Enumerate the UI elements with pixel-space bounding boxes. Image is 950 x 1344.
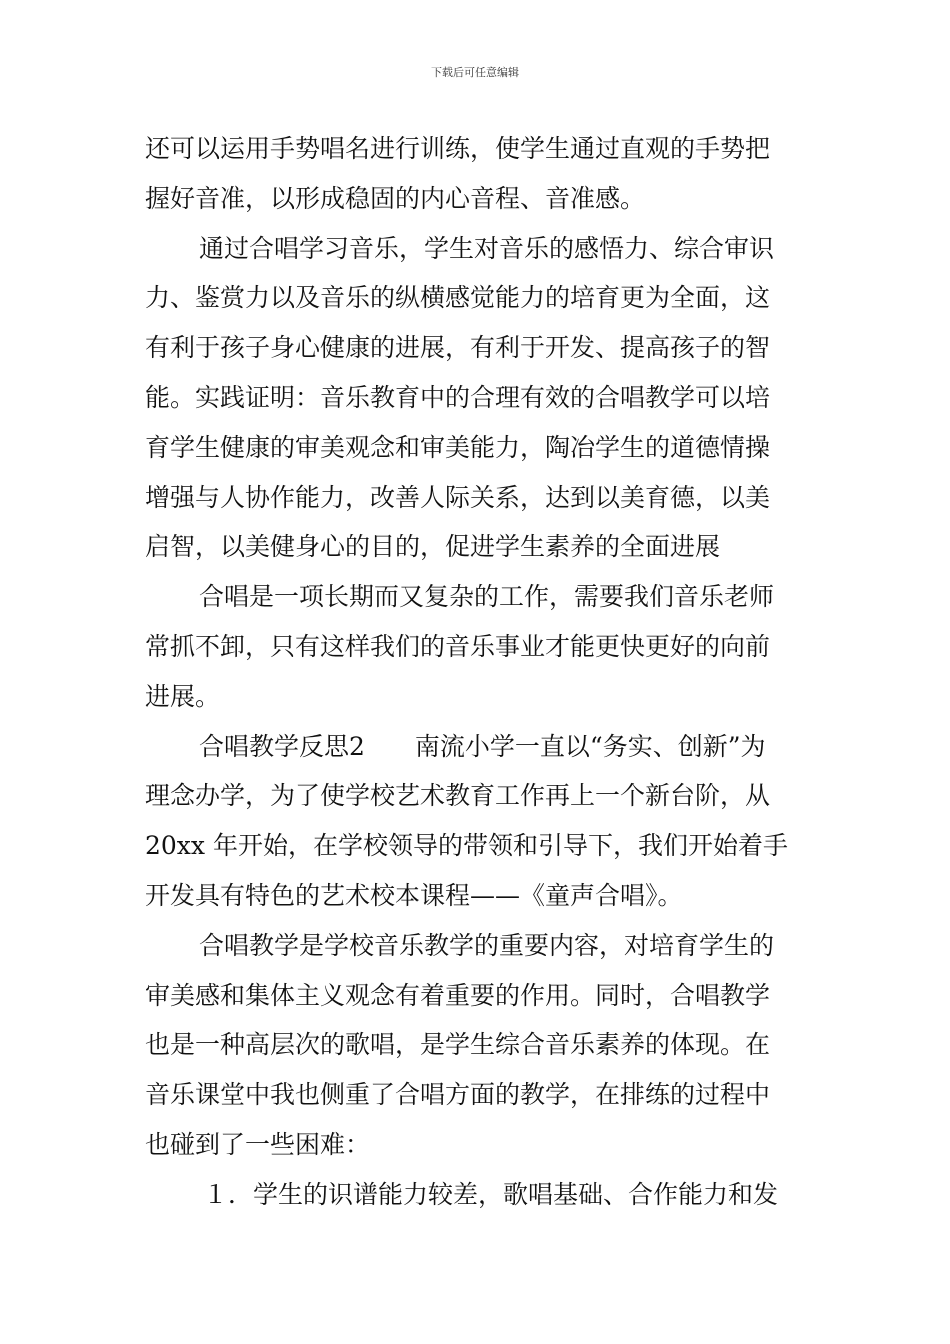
text-line: 握好音准，以形成稳固的内心音程、音准感。 — [145, 183, 646, 213]
paragraph-start-line: 合唱是一项长期而又复杂的工作，需要我们音乐老师 — [199, 582, 775, 612]
paragraph-start-line: 合唱教学是学校音乐教学的重要内容，对培育学生的 — [199, 930, 775, 960]
section-heading-line: 合唱教学反思2 南流小学一直以“务实、创新”为 — [199, 731, 766, 761]
text-line: 进展。 — [145, 681, 221, 711]
page-header: 下载后可任意编辑 — [431, 66, 519, 79]
paragraph-start-line: 通过合唱学习音乐，学生对音乐的感悟力、综合审识 — [199, 233, 775, 263]
text-line: 启智，以美健身心的目的，促进学生素养的全面进展 — [145, 532, 721, 562]
text-line: 理念办学，为了使学校艺术教育工作再上一个新台阶，从 — [145, 781, 771, 811]
list-item-line: １．学生的识谱能力较差，歌唱基础、合作能力和发 — [203, 1179, 779, 1209]
text-line: 开发具有特色的艺术校本课程——《童声合唱》。 — [145, 880, 683, 910]
text-line: 常抓不卸，只有这样我们的音乐事业才能更快更好的向前 — [145, 631, 771, 661]
text-line: 还可以运用手势唱名进行训练，使学生通过直观的手势把 — [145, 134, 771, 163]
text-line: 音乐课堂中我也侧重了合唱方面的教学，在排练的过程中 — [145, 1080, 771, 1110]
text-line: 20xx 年开始，在学校领导的带领和引导下，我们开始着手 — [145, 831, 788, 861]
document-body — [145, 124, 811, 1220]
text-line: 有利于孩子身心健康的进展，有利于开发、提高孩子的智 — [145, 333, 771, 363]
text-line: 育学生健康的审美观念和审美能力，陶冶学生的道德情操 — [145, 432, 771, 462]
text-line: 也是一种高层次的歌唱，是学生综合音乐素养的体现。在 — [145, 1030, 771, 1060]
text-line: 审美感和集体主义观念有着重要的作用。同时，合唱教学 — [145, 980, 771, 1010]
text-line: 力、鉴赏力以及音乐的纵横感觉能力的培育更为全面，这 — [145, 283, 771, 313]
text-line: 也碰到了一些困难： — [145, 1129, 371, 1159]
text-line: 增强与人协作能力，改善人际关系，达到以美育德，以美 — [145, 482, 771, 512]
text-line: 能。实践证明：音乐教育中的合理有效的合唱教学可以培 — [145, 382, 771, 412]
